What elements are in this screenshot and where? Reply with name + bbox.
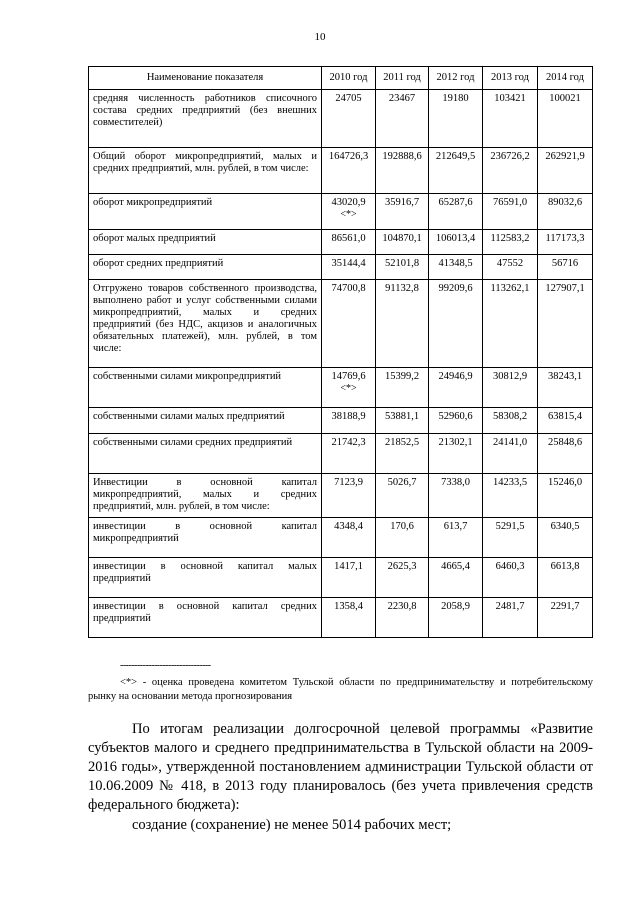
value-text: 106013,4 bbox=[435, 233, 476, 244]
cell-value bbox=[538, 280, 593, 368]
cell-value bbox=[376, 474, 429, 518]
value-text: 2481,7 bbox=[495, 601, 525, 612]
table-row bbox=[89, 280, 593, 368]
cell-value bbox=[538, 90, 593, 148]
table-row bbox=[89, 408, 593, 434]
table-header-row bbox=[89, 67, 593, 90]
cell-value bbox=[538, 474, 593, 518]
value-text: 7123,9 bbox=[334, 477, 363, 488]
value-text: 104870,1 bbox=[382, 233, 422, 244]
cell-value bbox=[538, 230, 593, 255]
row-label: собственными силами малых предприятий bbox=[89, 408, 322, 434]
cell-value bbox=[322, 408, 376, 434]
value-text: 15399,2 bbox=[384, 371, 420, 382]
value-text: 6613,8 bbox=[550, 561, 580, 572]
cell-value bbox=[483, 598, 538, 638]
cell-value bbox=[429, 474, 483, 518]
value-text: 6340,5 bbox=[550, 521, 580, 532]
header-year: 2012 год bbox=[429, 67, 483, 90]
value-text: 23467 bbox=[388, 93, 416, 104]
cell-value bbox=[376, 255, 429, 280]
value-text: 47552 bbox=[496, 258, 524, 269]
cell-value bbox=[322, 558, 376, 598]
value-text: 117173,3 bbox=[545, 233, 585, 244]
value-text: 91132,8 bbox=[385, 283, 419, 294]
indicators-table bbox=[88, 66, 593, 638]
cell-value bbox=[376, 90, 429, 148]
value-text: 2230,8 bbox=[387, 601, 417, 612]
value-text: 113262,1 bbox=[490, 283, 530, 294]
cell-value bbox=[376, 408, 429, 434]
table-body bbox=[89, 90, 593, 638]
cell-value bbox=[429, 558, 483, 598]
value-text: 41348,5 bbox=[438, 258, 473, 269]
cell-value bbox=[376, 368, 429, 408]
cell-value bbox=[322, 255, 376, 280]
cell-value bbox=[429, 194, 483, 230]
cell-value bbox=[538, 434, 593, 474]
table-row bbox=[89, 558, 593, 598]
cell-value bbox=[376, 518, 429, 558]
value-text: 24946,9 bbox=[438, 371, 473, 382]
value-text: 99209,6 bbox=[438, 283, 473, 294]
value-text: 35144,4 bbox=[331, 258, 366, 269]
cell-value bbox=[376, 598, 429, 638]
cell-value bbox=[483, 280, 538, 368]
value-text: 103421 bbox=[494, 93, 526, 104]
value-text: 43020,9 bbox=[331, 197, 366, 208]
cell-value bbox=[483, 230, 538, 255]
value-text: 6460,3 bbox=[495, 561, 525, 572]
value-text: 14233,5 bbox=[492, 477, 528, 488]
row-label: Отгружено товаров собственного производства, выполнено работ и услуг собственными силами микропредприятий, малых и средних предприятий (без НДС, акцизов и аналогичных обязательных платежей), млн. рублей, в том числе: bbox=[89, 280, 322, 368]
row-label: собственными силами микропредприятий bbox=[89, 368, 322, 408]
value-text: 58308,2 bbox=[492, 411, 528, 422]
cell-value bbox=[538, 558, 593, 598]
value-text: 7338,0 bbox=[441, 477, 470, 488]
table-row bbox=[89, 90, 593, 148]
row-label: инвестиции в основной капитал малых предприятий bbox=[89, 558, 322, 598]
value-text: 5026,7 bbox=[387, 477, 417, 488]
cell-value bbox=[429, 434, 483, 474]
value-text: 2291,7 bbox=[550, 601, 580, 612]
value-text: 236726,2 bbox=[490, 151, 530, 162]
value-text: 52960,6 bbox=[438, 411, 473, 422]
cell-value bbox=[538, 255, 593, 280]
table-row bbox=[89, 255, 593, 280]
cell-value bbox=[322, 474, 376, 518]
footnote-separator: -------------------------------- bbox=[120, 660, 211, 671]
value-text: 21302,1 bbox=[438, 437, 473, 448]
cell-value bbox=[483, 474, 538, 518]
cell-value bbox=[322, 280, 376, 368]
cell-value bbox=[483, 434, 538, 474]
cell-value bbox=[376, 558, 429, 598]
row-label: Инвестиции в основной капитал микропредприятий, малых и средних предприятий, млн. рублей, в том числе: bbox=[89, 474, 322, 518]
header-year: 2011 год bbox=[376, 67, 429, 90]
value-text: 76591,0 bbox=[492, 197, 528, 208]
header-year: 2013 год bbox=[483, 67, 538, 90]
value-text: 15246,0 bbox=[547, 477, 583, 488]
value-text: 4348,4 bbox=[334, 521, 363, 532]
value-text: 262921,9 bbox=[545, 151, 585, 162]
value-text: 38243,1 bbox=[547, 371, 583, 382]
value-text: 52101,8 bbox=[384, 258, 420, 269]
row-label: инвестиции в основной капитал микропредприятий bbox=[89, 518, 322, 558]
cell-value bbox=[538, 598, 593, 638]
table-row bbox=[89, 148, 593, 194]
row-label: инвестиции в основной капитал средних предприятий bbox=[89, 598, 322, 638]
footnote: <*> - оценка проведена комитетом Тульской области по предпринимательству и потребительскому рынку на основании метода прогнозирования bbox=[88, 677, 593, 702]
cell-value bbox=[429, 148, 483, 194]
cell-value bbox=[429, 90, 483, 148]
table-row bbox=[89, 518, 593, 558]
cell-value bbox=[429, 408, 483, 434]
page-number: 10 bbox=[314, 31, 326, 43]
cell-value bbox=[483, 368, 538, 408]
cell-value bbox=[322, 230, 376, 255]
cell-value bbox=[429, 280, 483, 368]
value-text: 86561,0 bbox=[331, 233, 366, 244]
value-text: 112583,2 bbox=[490, 233, 530, 244]
header-name: Наименование показателя bbox=[89, 67, 322, 90]
cell-value bbox=[322, 518, 376, 558]
value-text: 30812,9 bbox=[492, 371, 528, 382]
value-text: 212649,5 bbox=[435, 151, 476, 162]
estimate-mark: <*> bbox=[340, 209, 357, 220]
value-text: 164726,3 bbox=[328, 151, 369, 162]
value-text: 56716 bbox=[551, 258, 579, 269]
cell-value bbox=[538, 194, 593, 230]
value-text: 192888,6 bbox=[382, 151, 422, 162]
cell-value bbox=[429, 598, 483, 638]
value-text: 65287,6 bbox=[438, 197, 473, 208]
value-text: 89032,6 bbox=[547, 197, 583, 208]
value-text: 74700,8 bbox=[331, 283, 366, 294]
value-text: 21742,3 bbox=[331, 437, 366, 448]
cell-value bbox=[483, 255, 538, 280]
table-row bbox=[89, 598, 593, 638]
cell-value bbox=[483, 90, 538, 148]
cell-value bbox=[483, 518, 538, 558]
value-text: 2058,9 bbox=[441, 601, 470, 612]
value-text: 1417,1 bbox=[334, 561, 363, 572]
value-text: 21852,5 bbox=[384, 437, 420, 448]
estimate-mark: <*> bbox=[340, 383, 357, 394]
cell-value bbox=[322, 598, 376, 638]
cell-value bbox=[538, 368, 593, 408]
value-text: 5291,5 bbox=[495, 521, 525, 532]
cell-value bbox=[538, 148, 593, 194]
cell-value bbox=[376, 194, 429, 230]
table-row bbox=[89, 368, 593, 408]
table-row bbox=[89, 230, 593, 255]
row-label: оборот малых предприятий bbox=[89, 230, 322, 255]
cell-value bbox=[376, 434, 429, 474]
value-text: 2625,3 bbox=[387, 561, 417, 572]
cell-value bbox=[322, 90, 376, 148]
value-text: 25848,6 bbox=[547, 437, 583, 448]
value-text: 4665,4 bbox=[441, 561, 470, 572]
cell-value bbox=[429, 230, 483, 255]
row-label: Общий оборот микропредприятий, малых и средних предприятий, млн. рублей, в том числе: bbox=[89, 148, 322, 194]
table-row bbox=[89, 474, 593, 518]
row-label: собственными силами средних предприятий bbox=[89, 434, 322, 474]
value-text: 100021 bbox=[549, 93, 581, 104]
value-text: 1358,4 bbox=[334, 601, 363, 612]
cell-value bbox=[429, 368, 483, 408]
row-label: оборот средних предприятий bbox=[89, 255, 322, 280]
cell-value bbox=[376, 148, 429, 194]
value-text: 38188,9 bbox=[331, 411, 366, 422]
cell-value bbox=[483, 148, 538, 194]
value-text: 24705 bbox=[335, 93, 362, 104]
cell-value bbox=[322, 434, 376, 474]
row-label: оборот микропредприятий bbox=[89, 194, 322, 230]
value-text: 613,7 bbox=[443, 521, 468, 532]
value-text: 170,6 bbox=[390, 521, 414, 532]
value-text: 35916,7 bbox=[384, 197, 420, 208]
table-row bbox=[89, 194, 593, 230]
header-year: 2010 год bbox=[322, 67, 376, 90]
cell-value bbox=[429, 518, 483, 558]
cell-value bbox=[322, 368, 376, 408]
body-paragraph-2: создание (сохранение) не менее 5014 рабочих мест; bbox=[132, 817, 452, 833]
value-text: 14769,6 bbox=[331, 371, 366, 382]
header-year: 2014 год bbox=[538, 67, 593, 90]
cell-value bbox=[376, 280, 429, 368]
table-row bbox=[89, 434, 593, 474]
cell-value bbox=[429, 255, 483, 280]
value-text: 127907,1 bbox=[545, 283, 585, 294]
cell-value bbox=[538, 518, 593, 558]
cell-value bbox=[483, 194, 538, 230]
cell-value bbox=[483, 558, 538, 598]
row-label: средняя численность работников списочного состава средних предприятий (без внешних совместителей) bbox=[89, 90, 322, 148]
cell-value bbox=[538, 408, 593, 434]
value-text: 24141,0 bbox=[492, 437, 528, 448]
cell-value bbox=[322, 148, 376, 194]
value-text: 63815,4 bbox=[547, 411, 583, 422]
value-text: 53881,1 bbox=[384, 411, 420, 422]
cell-value bbox=[376, 230, 429, 255]
body-paragraph: По итогам реализации долгосрочной целевой программы «Развитие субъектов малого и среднего предпринимательства в Тульской области на 2009-2016 годы», утвержденной постановлением администрации Тульской области от 10.06.2009 № 418, в 2013 году планировалось (без учета привлечения средств федерального бюджета): bbox=[88, 721, 593, 813]
cell-value bbox=[322, 194, 376, 230]
cell-value bbox=[483, 408, 538, 434]
value-text: 19180 bbox=[442, 93, 469, 104]
